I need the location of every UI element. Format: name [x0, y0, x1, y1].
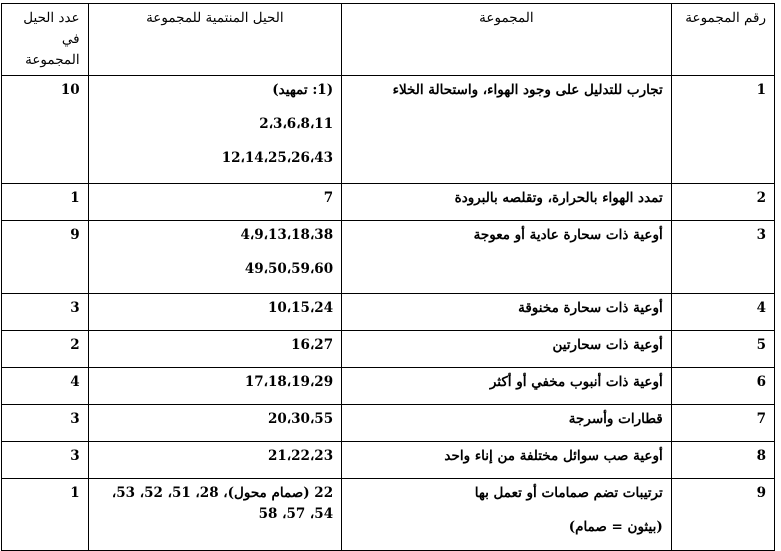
group-name-cell	[342, 76, 672, 184]
table-row	[2, 221, 775, 294]
device-count-cell: 3	[2, 405, 89, 442]
group-name: أوعية ذات سحارة عادية أو معوجة	[473, 227, 663, 243]
table-row	[2, 479, 775, 551]
table-row	[2, 368, 775, 405]
group-name-cell	[342, 294, 672, 331]
devices-cell	[88, 368, 341, 405]
header-row	[2, 4, 775, 76]
group-number-cell: 2	[671, 184, 774, 221]
device-list-line: 12،14،25،26،43	[221, 150, 334, 166]
device-list-line: (1: تمهيد)	[272, 82, 334, 98]
group-number-cell: 3	[671, 221, 774, 294]
device-list-line: 21،22،23	[268, 448, 334, 464]
devices-cell	[88, 442, 341, 479]
groups-table	[1, 3, 775, 551]
device-list-line: 7	[323, 190, 334, 206]
header-group: المجموعة	[342, 4, 672, 76]
group-number-cell: 1	[671, 76, 774, 184]
device-count-cell: 4	[2, 368, 89, 405]
table-row	[2, 294, 775, 331]
devices-cell	[88, 76, 341, 184]
table-row	[2, 184, 775, 221]
group-name: أوعية ذات سحارتين	[552, 337, 663, 353]
device-count-cell: 10	[2, 76, 89, 184]
device-count-cell: 1	[2, 184, 89, 221]
group-name: أوعية ذات أنبوب مخفي أو أكثر	[489, 374, 663, 390]
device-list-line: 20،30،55	[268, 411, 334, 427]
device-count-cell: 1	[2, 479, 89, 551]
group-name-cell	[342, 479, 672, 551]
group-name-cell	[342, 405, 672, 442]
group-number-cell: 9	[671, 479, 774, 551]
group-name: أوعية صب سوائل مختلفة من إناء واحد	[444, 448, 663, 464]
table-row	[2, 331, 775, 368]
devices-cell	[88, 479, 341, 551]
group-number-cell: 6	[671, 368, 774, 405]
group-number-cell: 4	[671, 294, 774, 331]
devices-cell	[88, 294, 341, 331]
device-list-line: 22 (صمام محول)، 28، 51، 52، 53، 54، 57، 58	[111, 485, 334, 522]
header-group-number: رقم المجموعة	[671, 4, 774, 76]
group-name-cell	[342, 442, 672, 479]
group-name: أوعية ذات سحارة مخنوقة	[518, 300, 663, 316]
group-number-cell: 8	[671, 442, 774, 479]
devices-cell	[88, 184, 341, 221]
devices-cell	[88, 221, 341, 294]
group-name: تجارب للتدليل على وجود الهواء، واستحالة الخلاء	[392, 82, 663, 98]
table-row	[2, 442, 775, 479]
group-note: (بيثون = صمام)	[568, 519, 663, 535]
device-count-cell: 2	[2, 331, 89, 368]
device-list-line: 10،15،24	[268, 300, 334, 316]
group-name: ترتيبات تضم صمامات أو تعمل بها	[474, 485, 663, 501]
group-name-cell	[342, 368, 672, 405]
device-list-line: 49،50،59،60	[244, 261, 334, 277]
device-list-line: 2،3،6،8،11	[259, 116, 334, 132]
device-list-line: 16،27	[291, 337, 334, 353]
devices-cell	[88, 405, 341, 442]
group-name-cell	[342, 184, 672, 221]
group-name-cell	[342, 331, 672, 368]
table-row	[2, 76, 775, 184]
header-devices: الحيل المنتمية للمجموعة	[88, 4, 341, 76]
device-count-cell: 3	[2, 294, 89, 331]
group-name: تمدد الهواء بالحرارة، وتقلصه بالبرودة	[454, 190, 663, 206]
group-number-cell: 5	[671, 331, 774, 368]
device-count-cell: 9	[2, 221, 89, 294]
group-name: قطارات وأسرجة	[568, 411, 663, 427]
table-row	[2, 405, 775, 442]
device-list-line: 17،18،19،29	[244, 374, 334, 390]
device-list-line: 4،9،13،18،38	[240, 227, 334, 243]
device-count-cell: 3	[2, 442, 89, 479]
group-number-cell: 7	[671, 405, 774, 442]
devices-cell	[88, 331, 341, 368]
group-name-cell	[342, 221, 672, 294]
header-device-count: عدد الحيل في المجموعة	[2, 4, 89, 76]
